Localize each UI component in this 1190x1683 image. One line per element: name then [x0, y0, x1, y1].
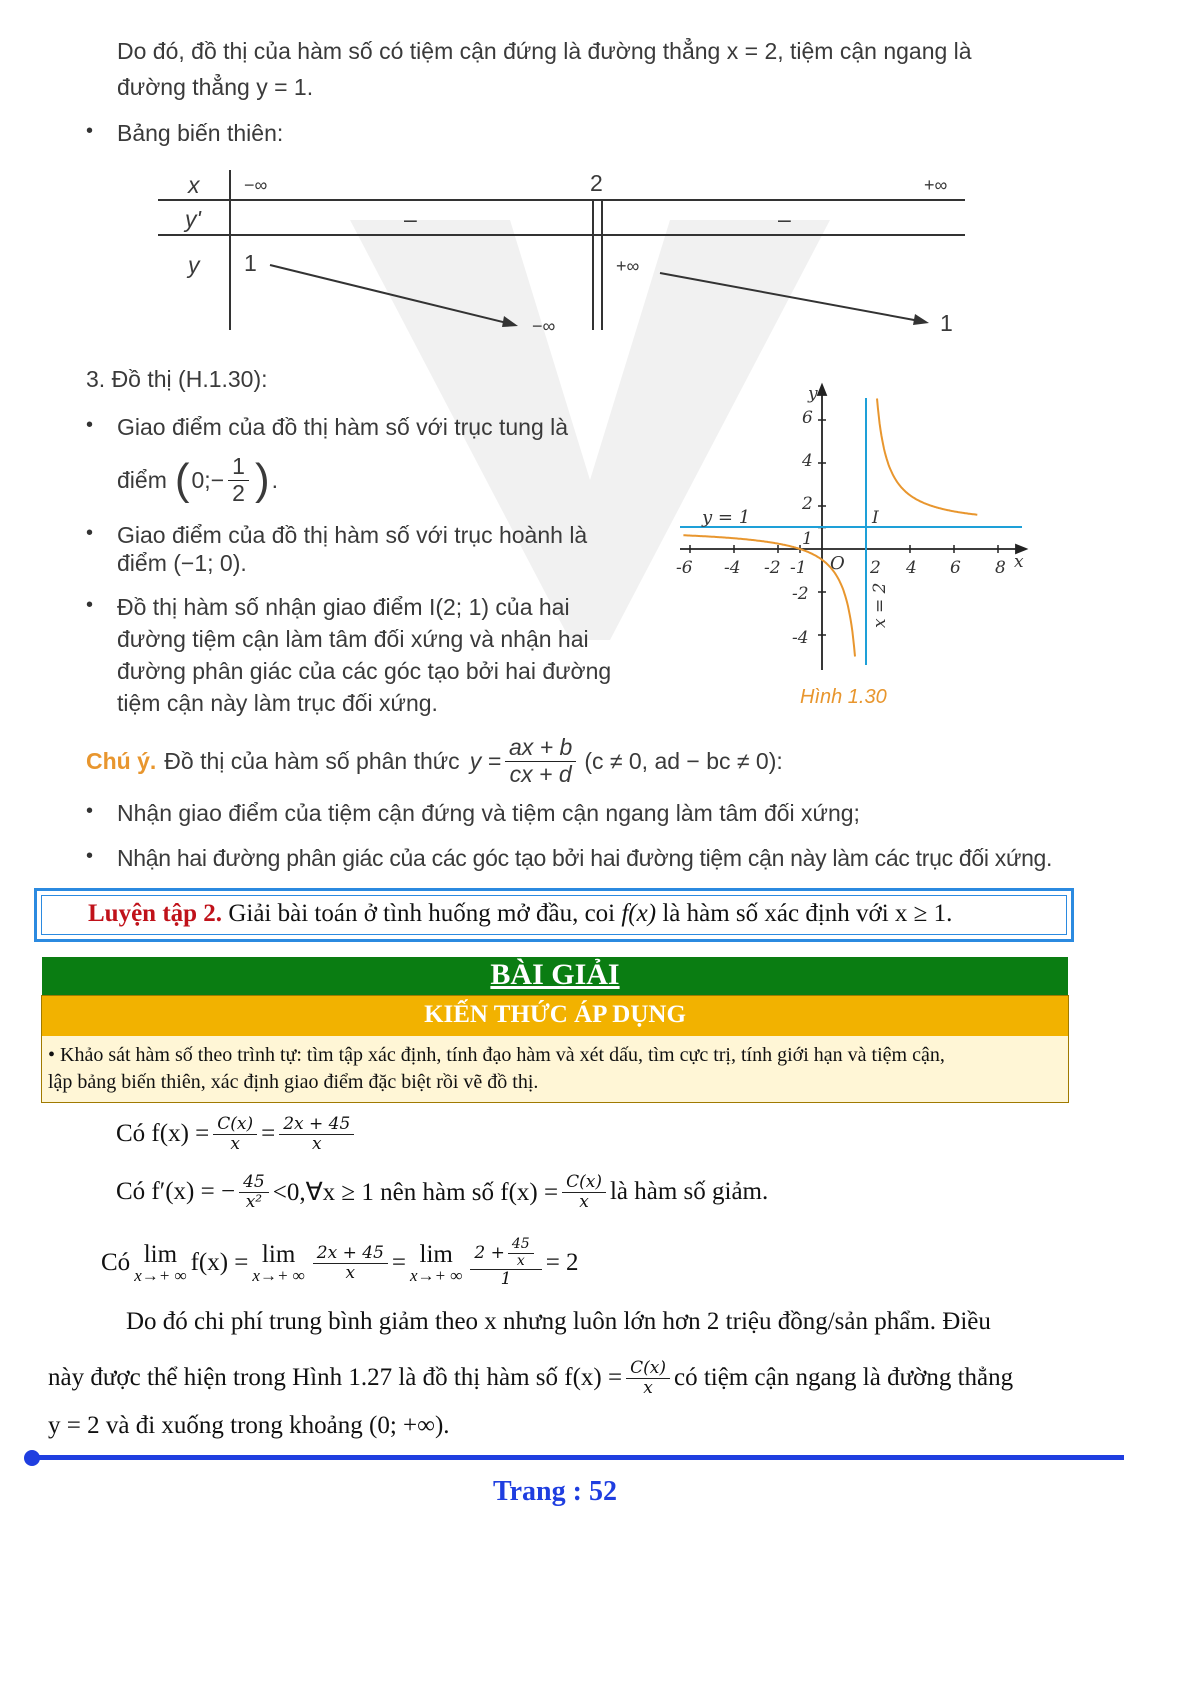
eq2-fraction-1 — [239, 1173, 269, 1211]
footer-dot-icon — [24, 1450, 40, 1466]
eq2-middle: <0,∀x ≥ 1 nên hàm số f(x) = — [272, 1179, 559, 1206]
arrow-head-left-icon — [502, 316, 518, 327]
fraction-denominator: cx + d — [509, 760, 572, 787]
eq3-equals: = — [391, 1249, 406, 1276]
lim-subscript: x→+ ∞ — [410, 1266, 463, 1285]
h-asymptote-label: y = 1 — [702, 507, 751, 528]
knowledge-line-1: • Khảo sát hàm số theo trình tự: tìm tập xác định, tính đạo hàm và xét dấu, tìm cực trị, tính giới hạn và tiệm cận, — [48, 1044, 945, 1066]
variation-table — [150, 165, 980, 340]
point-fraction — [228, 454, 249, 506]
bbt-x-right: +∞ — [924, 175, 948, 195]
y-tick-label: -2 — [792, 584, 809, 604]
lim-word: lim — [261, 1241, 296, 1268]
lim-word: lim — [419, 1241, 453, 1268]
point-end: . — [271, 466, 278, 493]
bbt-x-left: −∞ — [244, 175, 268, 195]
note-y-eq: y = — [469, 747, 502, 774]
fraction-numerator: C(x) — [562, 1173, 606, 1193]
fraction-numerator: 1 — [228, 454, 249, 480]
eq1-prefix: Có f(x) = — [116, 1120, 210, 1147]
lim-subscript: x→+ ∞ — [252, 1266, 305, 1285]
bullet: • — [86, 522, 94, 544]
graph-bullet-3-line-2: đường tiệm cận làm tâm đối xứng và nhận hai — [117, 626, 589, 652]
bbt-y-top-right: +∞ — [616, 256, 640, 276]
fraction-numerator: 45 — [508, 1237, 534, 1253]
note-line — [86, 730, 783, 792]
lim-word: lim — [143, 1241, 178, 1268]
y-axis-label: y — [808, 384, 818, 404]
bbt-heading: Bảng biến thiên: — [117, 120, 284, 146]
graph-bullet-2-line-2: điểm (−1; 0). — [117, 550, 247, 576]
decrease-arrow-right — [660, 273, 925, 322]
note-text: Đồ thị của hàm số phân thức — [164, 747, 460, 774]
practice-text-b: là hàm số xác định với x ≥ 1. — [662, 900, 953, 927]
x-tick-label: 6 — [950, 558, 961, 578]
page-number: Trang : 52 — [493, 1476, 617, 1507]
bbt-x-label: x — [188, 172, 200, 198]
eq1-fraction-1 — [213, 1115, 257, 1153]
fraction-numerator: 2x + 45 — [313, 1244, 388, 1264]
x-tick-label: 4 — [906, 558, 917, 578]
origin-label: O — [830, 553, 845, 574]
figure-1-30 — [670, 380, 1040, 680]
decrease-arrow-left — [270, 265, 515, 325]
y-tick-label: 6 — [802, 408, 813, 428]
practice-text-a: Giải bài toán ở tình huống mở đầu, coi — [228, 900, 616, 927]
fraction-denominator: x — [311, 1133, 322, 1154]
intro-line-1: Do đó, đồ thị của hàm số có tiệm cận đứng là đường thẳng x = 2, tiệm cận ngang là — [117, 38, 972, 64]
fraction-numerator — [470, 1237, 541, 1270]
eq3-num-prefix: 2 + — [474, 1242, 505, 1263]
bullet: • — [86, 594, 94, 616]
para-text-b: có tiệm cận ngang là đường thẳng — [673, 1364, 1014, 1391]
graph-bullet-2-line-1: Giao điểm của đồ thị hàm số với trục hoành là — [117, 522, 588, 548]
graph-bullet-3-line-4: tiệm cận này làm trục đối xứng. — [117, 690, 438, 716]
figure-caption: Hình 1.30 — [800, 686, 887, 708]
fraction-denominator: 1 — [500, 1269, 512, 1290]
y-tick-label: 2 — [802, 494, 813, 514]
bbt-y-bottom-left: −∞ — [532, 316, 556, 336]
fraction-numerator: 2x + 45 — [279, 1115, 354, 1135]
practice-text — [88, 900, 952, 928]
bullet: • — [86, 800, 94, 822]
arrow-head-right-icon — [913, 314, 929, 325]
equation-3 — [101, 1228, 579, 1298]
practice-label: Luyện tập 2. — [88, 900, 223, 927]
knowledge-title: KIẾN THỨC ÁP DỤNG — [424, 1001, 686, 1028]
bbt-x-mid: 2 — [590, 170, 603, 196]
eq3-fraction-1 — [313, 1244, 388, 1282]
graph-bullet-1-line-2 — [117, 450, 278, 510]
limit-1 — [134, 1242, 186, 1284]
footer-rule — [34, 1455, 1124, 1460]
x-tick-label: 8 — [995, 558, 1006, 578]
practice-fx: f(x) — [621, 900, 657, 927]
knowledge-line-2: lập bảng biến thiên, xác định giao điểm đặc biệt rồi vẽ đồ thị. — [48, 1071, 539, 1093]
fraction-numerator: ax + b — [505, 735, 576, 761]
fraction-numerator: C(x) — [213, 1115, 257, 1135]
eq3-fraction-2 — [470, 1237, 541, 1288]
note-bullet-2: Nhận hai đường phân giác của các góc tạo bởi hai đường tiệm cận này làm các trục đối xứng. — [117, 845, 1053, 871]
fraction-denominator: x — [345, 1262, 356, 1283]
fraction-denominator: 2 — [232, 479, 245, 506]
point-i-label: I — [872, 508, 879, 528]
paragraph-line-2 — [48, 1350, 1013, 1406]
note-fraction — [505, 735, 576, 787]
bullet: • — [86, 414, 94, 436]
paren-open: ( — [174, 455, 190, 504]
y-tick-label: -4 — [792, 628, 809, 648]
x-tick-label: 2 — [870, 558, 881, 578]
graph-bullet-3-line-3: đường phân giác của các góc tạo bởi hai đường — [117, 658, 612, 684]
bbt-yprime-right: – — [778, 206, 791, 232]
eq3-result: = 2 — [545, 1249, 579, 1276]
fraction-denominator: x — [579, 1191, 589, 1212]
paragraph-line-1: Do đó chi phí trung bình giảm theo x nhưng luôn lớn hơn 2 triệu đồng/sản phẩm. Điều — [126, 1308, 991, 1335]
x-tick-label: -2 — [764, 558, 781, 578]
point-coord: 0;− — [191, 466, 225, 493]
eq3-fx: f(x) = — [190, 1249, 249, 1276]
eq2-prefix: Có f′(x) = − — [116, 1178, 236, 1205]
equation-2 — [116, 1164, 768, 1220]
fraction-denominator: x — [230, 1133, 240, 1154]
equation-1 — [116, 1106, 358, 1162]
fraction-denominator: x — [643, 1377, 653, 1398]
intro-line-2: đường thẳng y = 1. — [117, 74, 314, 100]
eq2-end: là hàm số giảm. — [609, 1178, 769, 1205]
bbt-y-label: y — [188, 252, 200, 278]
paren-close: ) — [254, 455, 270, 504]
bbt-y-top-left: 1 — [244, 250, 257, 276]
x-axis-label: x — [1014, 552, 1024, 572]
y-arrow-icon — [818, 385, 826, 395]
bbt-yprime-label: y' — [185, 206, 201, 232]
y-tick-label: 4 — [802, 451, 813, 471]
v-asymptote-label: x = 2 — [870, 582, 890, 628]
eq1-equals: = — [261, 1120, 276, 1147]
eq1-fraction-2 — [279, 1115, 354, 1153]
graph-heading: 3. Đồ thị (H.1.30): — [86, 366, 268, 392]
graph-bullet-3-line-1: Đồ thị hàm số nhận giao điểm I(2; 1) của hai — [117, 594, 570, 620]
bullet: • — [86, 845, 94, 867]
graph-bullet-1-line-1: Giao điểm của đồ thị hàm số với trục tung là — [117, 414, 569, 440]
x-tick-label: -6 — [676, 558, 693, 578]
bbt-y-bottom-right: 1 — [940, 310, 953, 336]
nested-fraction — [508, 1237, 534, 1269]
note-bullet-1: Nhận giao điểm của tiệm cận đứng và tiệm cận ngang làm tâm đối xứng; — [117, 800, 860, 826]
fraction-denominator: x² — [245, 1191, 263, 1212]
para-fraction — [626, 1359, 670, 1397]
note-label: Chú ý. — [86, 747, 157, 774]
limit-3 — [410, 1242, 462, 1284]
eq2-fraction-2 — [562, 1173, 606, 1211]
bullet: • — [86, 120, 94, 142]
x-tick-label: -4 — [724, 558, 741, 578]
fraction-numerator: 45 — [239, 1173, 269, 1193]
curve-right-branch — [877, 399, 977, 515]
paragraph-line-3: y = 2 và đi xuống trong khoảng (0; +∞). — [48, 1412, 450, 1439]
x-tick-label: -1 — [790, 558, 807, 578]
point-prefix: điểm — [117, 466, 167, 493]
fraction-denominator: x — [516, 1252, 525, 1269]
solution-title: BÀI GIẢI — [490, 958, 620, 991]
fraction-numerator: C(x) — [626, 1359, 670, 1379]
eq3-prefix: Có — [101, 1249, 131, 1276]
lim-subscript: x→+ ∞ — [134, 1266, 187, 1285]
y-tick-label: 1 — [802, 529, 813, 549]
para-text-a: này được thể hiện trong Hình 1.27 là đồ thị hàm số f(x) = — [48, 1364, 623, 1391]
bbt-yprime-left: – — [404, 206, 417, 232]
limit-2 — [252, 1242, 304, 1284]
note-condition: (c ≠ 0, ad − bc ≠ 0): — [584, 747, 783, 774]
